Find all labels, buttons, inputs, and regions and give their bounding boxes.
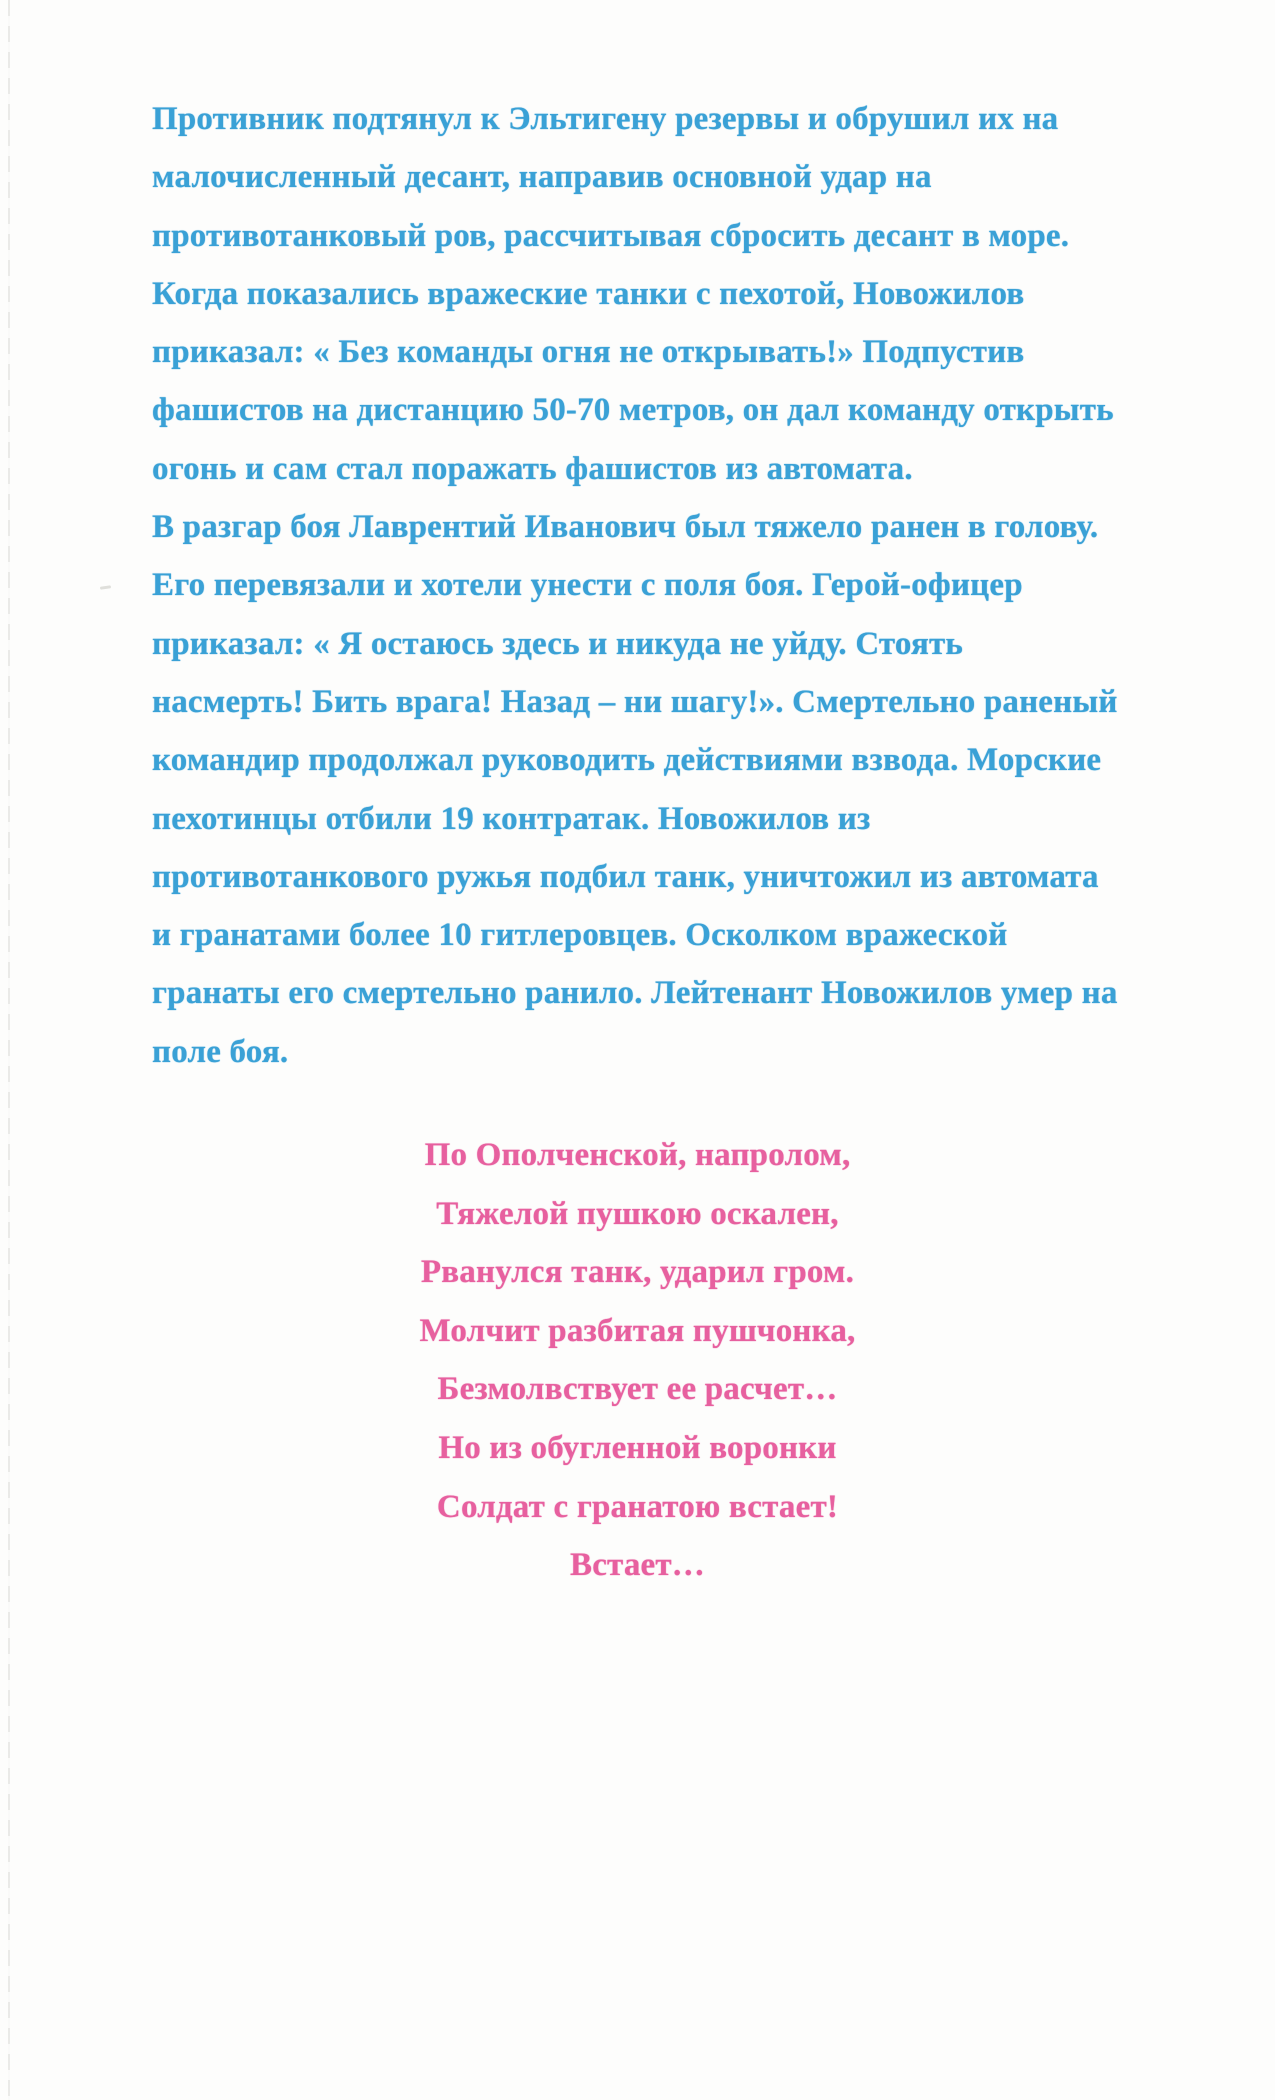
story-line: Когда показались вражеские танки с пехотой, Новожилов: [152, 275, 1025, 312]
poem-line: Безмолвствует ее расчет…: [437, 1371, 838, 1408]
poem-line: Тяжелой пушкою оскален,: [436, 1195, 839, 1232]
poem-line: Встает…: [569, 1547, 706, 1584]
poem-line: Рванулся танк, ударил гром.: [420, 1254, 855, 1291]
poem-line: Солдат с гранатою встает!: [436, 1488, 839, 1525]
story-line: приказал: « Без команды огня не открывать!» Подпустив: [152, 334, 1025, 371]
poem: [0, 1126, 1275, 1595]
story-line: и гранатами более 10 гитлеровцев. Осколком вражеской: [152, 917, 1008, 954]
story-paragraph: [152, 90, 1212, 1081]
story-line: насмерть! Бить врага! Назад – ни шагу!». Смертельно раненый: [152, 683, 1118, 720]
story-line: противотанкового ружья подбил танк, уничтожил из автомата: [152, 858, 1099, 895]
story-line: В разгар боя Лаврентий Иванович был тяжело ранен в голову.: [152, 509, 1099, 546]
poem-line: По Ополченской, напролом,: [424, 1137, 851, 1173]
story-line: противотанковый ров, рассчитывая сбросить десант в море.: [152, 217, 1070, 254]
story-line: поле боя.: [152, 1033, 289, 1070]
story-line: малочисленный десант, направив основной удар на: [152, 159, 932, 196]
story-line: Противник подтянул к Эльтигену резервы и обрушил их на: [152, 101, 1059, 137]
stray-ink-mark: [100, 585, 111, 590]
poem-line: Но из обугленной воронки: [438, 1429, 837, 1466]
story-line: Его перевязали и хотели унести с поля боя. Герой-офицер: [152, 567, 1023, 604]
poem-line: Молчит разбитая пушчонка,: [419, 1312, 856, 1349]
story-line: пехотинцы отбили 19 контратак. Новожилов из: [152, 800, 871, 837]
story-line: приказал: « Я остаюсь здесь и никуда не уйду. Стоять: [152, 625, 964, 662]
story-line: командир продолжал руководить действиями взвода. Морские: [152, 742, 1102, 779]
story-line: огонь и сам стал поражать фашистов из автомата.: [152, 450, 913, 487]
story-line: гранаты его смертельно ранило. Лейтенант Новожилов умер на: [152, 975, 1118, 1012]
story-line: фашистов на дистанцию 50-70 метров, он дал команду открыть: [152, 392, 1114, 429]
scan-edge-artifact: [8, 0, 10, 2100]
